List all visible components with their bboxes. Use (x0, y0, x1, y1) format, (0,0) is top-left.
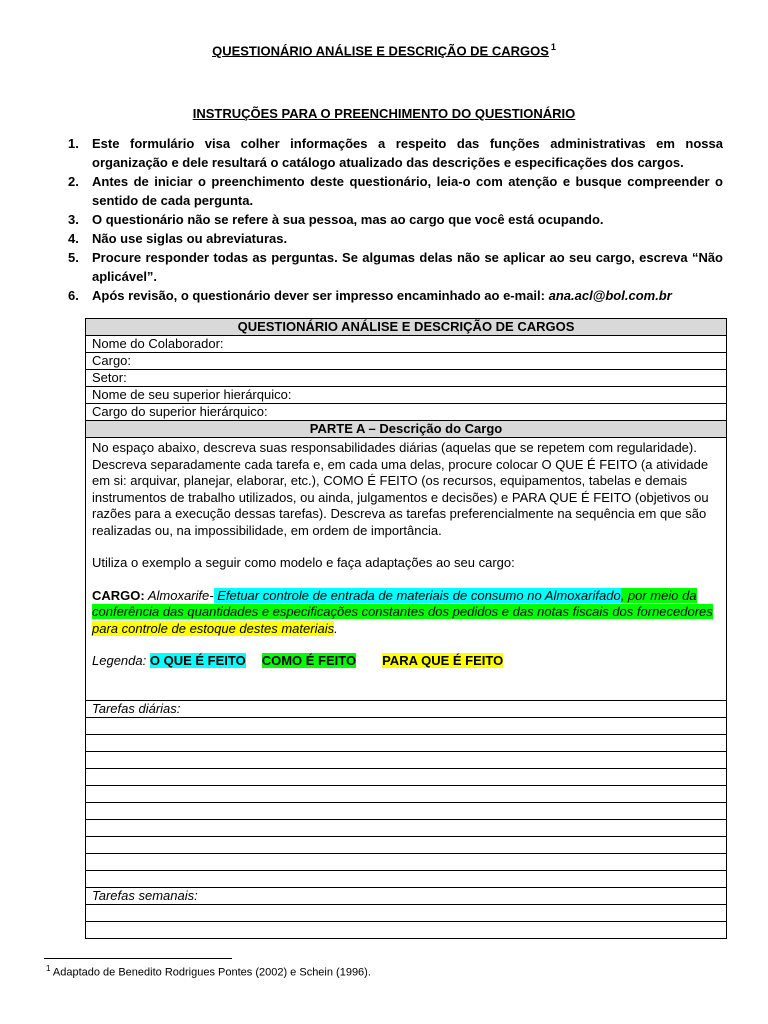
weekly-tasks-label[interactable]: Tarefas semanais: (86, 887, 727, 904)
example-intro: Utiliza o exemplo a seguir como modelo e faça adaptações ao seu cargo: (92, 555, 515, 570)
daily-task-row[interactable] (86, 870, 727, 887)
instruction-item: 4. Não use siglas ou abreviaturas. (68, 231, 288, 246)
footnote-ref: 1 (46, 964, 51, 973)
field-employee-name[interactable]: Nome do Colaborador: (86, 336, 727, 353)
instruction-item: 1. Este formulário visa colher informações a respeito das funções administrativas em nossa organização e dele resultará o catálogo atualizado das descrições e especificações dos cargos. (68, 136, 723, 170)
part-a-header: PARTE A – Descrição do Cargo (86, 421, 727, 438)
weekly-task-row[interactable] (86, 904, 727, 921)
instructions-title: INSTRUÇÕES PARA O PREENCHIMENTO DO QUESTIONÁRIO (192, 106, 576, 121)
part-a-description (86, 438, 727, 701)
example-why: para controle de estoque destes materiais (92, 620, 335, 636)
daily-task-row[interactable] (86, 768, 727, 785)
instruction-item: 5. Procure responder todas as perguntas. Se algumas delas não se aplicar ao seu cargo, escreva “Não aplicável”. (68, 250, 723, 284)
footnote-divider (44, 958, 232, 959)
field-department[interactable]: Setor: (86, 370, 727, 387)
daily-task-row[interactable] (86, 734, 727, 751)
legend-what: O QUE É FEITO (149, 653, 246, 668)
field-job-title[interactable]: Cargo: (86, 353, 727, 370)
daily-task-row[interactable] (86, 785, 727, 802)
legend-how: COMO É FEITO (261, 653, 357, 668)
example-text: CARGO: Almoxarife- Efetuar controle de entrada de materiais de consumo no Almoxarifado, por meio da conferência das quantidades e especificações constantes dos pedidos e das notas fiscais dos fornecedores para controle de estoque destes materiais. (92, 587, 713, 636)
title-footnote-ref: 1 (550, 42, 556, 52)
daily-task-row[interactable] (86, 836, 727, 853)
field-supervisor-title[interactable]: Cargo do superior hierárquico: (86, 404, 727, 421)
daily-task-row[interactable] (86, 717, 727, 734)
description-text: No espaço abaixo, descreva suas responsabilidades diárias (aquelas que se repetem com regularidade). Descreva separadamente cada tarefa e, em cada uma delas, procure colocar O QUE É FEITO (a atividade em si: arquivar, planejar, elaborar, etc.), COMO É FEITO (os recursos, equipamentos, tabelas e demais instrumentos de trabalho utilizados, ou ainda, julgamentos e decisões) e PARA QUE É FEITO (objetivos ou razões para a execução dessas tarefas). Descreva as tarefas preferencialmente na sequência em que são realizadas ou, na impossibilidade, em ordem de importância. (92, 440, 709, 538)
instruction-item: 2. Antes de iniciar o preenchimento deste questionário, leia-o com atenção e busque compreender o sentido de cada pergunta. (68, 174, 723, 208)
daily-task-row[interactable] (86, 751, 727, 768)
example-what: Efetuar controle de entrada de materiais de consumo no Almoxarifado (213, 587, 621, 603)
job-description-form (85, 318, 727, 939)
instruction-item: 6. Após revisão, o questionário dever ser impresso encaminhado ao e-mail: ana.acl@bol.com.br (68, 288, 672, 303)
daily-task-row[interactable] (86, 819, 727, 836)
form-header: QUESTIONÁRIO ANÁLISE E DESCRIÇÃO DE CARGOS (86, 319, 727, 336)
email-address[interactable]: ana.acl@bol.com.br (548, 288, 672, 303)
daily-tasks-label[interactable]: Tarefas diárias: (86, 700, 727, 717)
footnote: $^1$ Adaptado de Benedito Rodrigues Pontes (2002) e Schein (1996). (46, 964, 371, 979)
daily-task-row[interactable] (86, 853, 727, 870)
legend: Legenda: O QUE É FEITO COMO É FEITO PARA QUE É FEITO (92, 653, 504, 668)
instructions-list (68, 134, 723, 305)
instruction-item: 3. O questionário não se refere à sua pessoa, mas ao cargo que você está ocupando. (68, 212, 604, 227)
legend-why: PARA QUE É FEITO (382, 653, 504, 668)
weekly-task-row[interactable] (86, 921, 727, 938)
field-supervisor-name[interactable]: Nome de seu superior hierárquico: (86, 387, 727, 404)
example-how: , por meio da conferência das quantidades e especificações constantes dos pedidos e das notas fiscais dos fornecedores (92, 587, 713, 619)
daily-task-row[interactable] (86, 802, 727, 819)
document-title: QUESTIONÁRIO ANÁLISE E DESCRIÇÃO DE CARGOS $^1$ (212, 42, 556, 59)
